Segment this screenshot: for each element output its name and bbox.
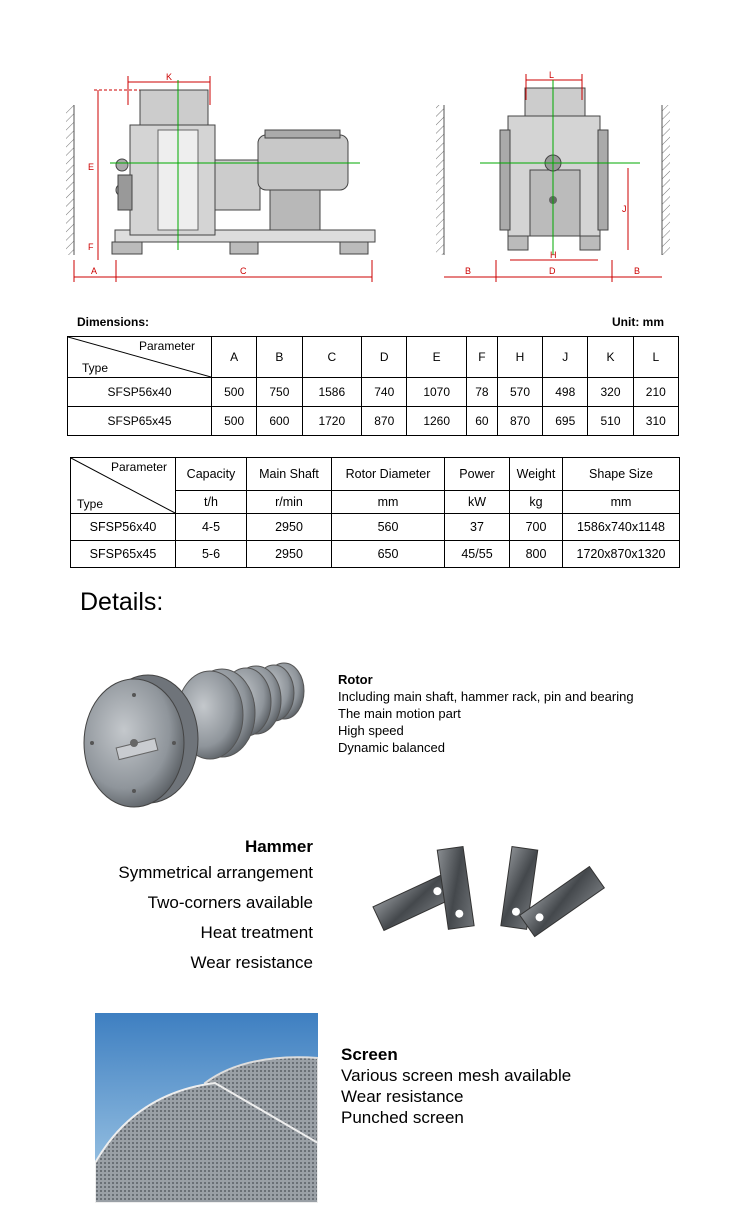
value-cell: 37 <box>445 514 510 541</box>
col-header: Main Shaft <box>247 458 332 491</box>
side-view <box>436 70 670 282</box>
value-cell: 498 <box>543 378 588 407</box>
col-header: E <box>407 337 467 378</box>
label-B-left: B <box>465 266 472 276</box>
col-header: L <box>633 337 678 378</box>
value-cell: 1720x870x1320 <box>563 541 680 568</box>
technical-drawings <box>0 60 742 290</box>
value-cell: 45/55 <box>445 541 510 568</box>
value-cell: 2950 <box>247 514 332 541</box>
drawing-svg <box>0 60 742 290</box>
header-type: Type <box>82 361 109 375</box>
type-cell: SFSP65x45 <box>68 407 212 436</box>
table-row <box>68 407 679 436</box>
col-header: A <box>212 337 257 378</box>
value-cell: 695 <box>543 407 588 436</box>
type-cell: SFSP56x40 <box>68 378 212 407</box>
hammer-line: Heat treatment <box>200 923 313 942</box>
value-cell: 320 <box>588 378 633 407</box>
label-L: L <box>549 70 555 80</box>
header-parameter: Parameter <box>110 460 167 474</box>
unit-cell: t/h <box>176 490 247 513</box>
value-cell: 600 <box>257 407 302 436</box>
col-header: J <box>543 337 588 378</box>
screen-title: Screen <box>341 1045 398 1064</box>
rotor-line: Including main shaft, hammer rack, pin and bearing <box>338 689 634 704</box>
rotor-line: Dynamic balanced <box>338 740 445 755</box>
col-header: H <box>497 337 542 378</box>
screen-line: Wear resistance <box>341 1087 464 1106</box>
value-cell: 1586x740x1148 <box>563 514 680 541</box>
screen-line: Various screen mesh available <box>341 1066 572 1085</box>
hammer-image <box>370 838 610 948</box>
label-H: H <box>550 250 557 260</box>
value-cell: 700 <box>510 514 563 541</box>
unit-cell: r/min <box>247 490 332 513</box>
value-cell: 60 <box>466 407 497 436</box>
value-cell: 560 <box>332 514 445 541</box>
unit-cell: kg <box>510 490 563 513</box>
value-cell: 1070 <box>407 378 467 407</box>
type-cell: SFSP56x40 <box>71 514 176 541</box>
unit-cell: kW <box>445 490 510 513</box>
value-cell: 570 <box>497 378 542 407</box>
hammer-title: Hammer <box>244 837 313 856</box>
dimensions-header-cell <box>68 337 212 378</box>
col-header: Weight <box>510 458 563 491</box>
type-cell: SFSP65x45 <box>71 541 176 568</box>
rotor-title: Rotor <box>338 672 373 687</box>
screen-text <box>341 1045 571 1128</box>
hammer-line: Wear resistance <box>190 953 313 972</box>
value-cell: 500 <box>212 378 257 407</box>
unit-cell: mm <box>563 490 680 513</box>
col-header: Rotor Diameter <box>332 458 445 491</box>
specs-table <box>70 457 680 568</box>
col-header: D <box>362 337 407 378</box>
col-header: F <box>466 337 497 378</box>
col-header: K <box>588 337 633 378</box>
value-cell: 750 <box>257 378 302 407</box>
value-cell: 78 <box>466 378 497 407</box>
unit-cell: mm <box>332 490 445 513</box>
screen-line: Punched screen <box>341 1108 464 1127</box>
value-cell: 740 <box>362 378 407 407</box>
screen-image <box>95 1013 318 1203</box>
value-cell: 210 <box>633 378 678 407</box>
label-A: A <box>91 266 98 276</box>
front-view <box>66 72 375 282</box>
value-cell: 500 <box>212 407 257 436</box>
rotor-line: The main motion part <box>338 706 461 721</box>
table-row <box>71 541 680 568</box>
col-header: Shape Size <box>563 458 680 491</box>
value-cell: 5-6 <box>176 541 247 568</box>
label-E: E <box>88 162 95 172</box>
value-cell: 650 <box>332 541 445 568</box>
header-parameter: Parameter <box>138 339 195 353</box>
value-cell: 1720 <box>302 407 362 436</box>
table-row <box>68 378 679 407</box>
value-cell: 4-5 <box>176 514 247 541</box>
col-header: B <box>257 337 302 378</box>
hammer-text <box>80 836 313 978</box>
value-cell: 2950 <box>247 541 332 568</box>
value-cell: 800 <box>510 541 563 568</box>
dimensions-unit: Unit: mm <box>612 315 664 329</box>
value-cell: 870 <box>497 407 542 436</box>
dimensions-title: Dimensions: <box>77 315 150 329</box>
col-header: C <box>302 337 362 378</box>
value-cell: 1586 <box>302 378 362 407</box>
label-D: D <box>549 266 556 276</box>
table-row <box>71 514 680 541</box>
hammer-line: Symmetrical arrangement <box>118 863 313 882</box>
dimensions-table <box>67 336 679 436</box>
hammer-line: Two-corners available <box>147 893 313 912</box>
header-type: Type <box>77 497 104 511</box>
details-title: Details: <box>80 588 164 616</box>
label-B-right: B <box>634 266 641 276</box>
label-F: F <box>88 242 94 252</box>
rotor-line: High speed <box>338 723 404 738</box>
label-K: K <box>166 72 173 82</box>
rotor-image <box>62 655 312 815</box>
label-C: C <box>240 266 247 276</box>
value-cell: 1260 <box>407 407 467 436</box>
col-header: Capacity <box>176 458 247 491</box>
value-cell: 510 <box>588 407 633 436</box>
value-cell: 310 <box>633 407 678 436</box>
value-cell: 870 <box>362 407 407 436</box>
rotor-text <box>338 671 634 756</box>
label-J: J <box>622 204 627 214</box>
specs-header-cell <box>71 458 176 514</box>
col-header: Power <box>445 458 510 491</box>
